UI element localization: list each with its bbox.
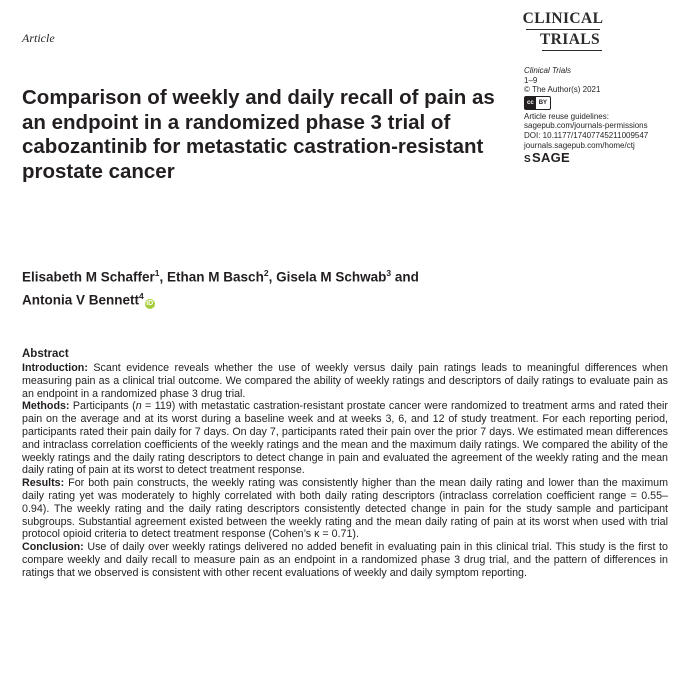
results-text: For both pain constructs, the weekly rating was consistently higher than the mean daily rating and lower than the maximum daily rating yet was moderately to highly correlated with both daily rating descriptors (intraclass correlation coefficient range = 0.55–0.94). The weekly rating and the daily rating descriptors consistently detected change in pain for the study sample and participant subgroups. Substantial agreement existed between the weekly rating and the mean daily rating of pain at its worst when used with trial protocol opioid criteria to detect treatment response (Cohen’s κ = 0.71). [22, 477, 668, 541]
article-metadata [524, 66, 684, 167]
methods-label: Methods: [22, 400, 70, 413]
conclusion-text: Use of daily over weekly ratings delivered no added benefit in evaluating pain in this clinical trial. This study is the first to compare weekly and daily recall to measure pain as an endpoint in a randomized phase 3 drug trial, and the pattern of differences in ratings that we observed is consistent with other recent evaluations of weekly and daily symptom reporting. [22, 541, 668, 579]
methods-text-start: Participants ( [72, 400, 136, 413]
journal-logo-rule-2 [542, 50, 602, 51]
introduction-text: Scant evidence reveals whether the use of weekly versus daily pain ratings leads to meaningful differences when measuring pain as a clinical trial outcome. We compared the ability of weekly ratings and descriptors of daily ratings to evaluate pain as an endpoint in a randomized phase 3 drug trial. [22, 362, 668, 400]
results-label: Results: [22, 477, 65, 490]
author-name: Ethan M Basch [167, 269, 264, 285]
abstract-results [22, 477, 668, 541]
author-name: Elisabeth M Schaffer [22, 269, 155, 285]
affiliation-marker: 1 [154, 268, 160, 278]
by-icon: BY [538, 99, 548, 106]
abstract-introduction [22, 362, 668, 400]
methods-text: = 119) with metastatic castration-resistant prostate cancer were randomized to treatment arms and rated their pain on the average and at its worst during a baseline week and at weeks 3, 6, and 12 of study treatment. For each reporting period, participants rated their pain daily for 7 days. On day 7, participants rated their pain over the prior 7 days. We estimated mean differences and intraclass correlation coefficients of the weekly ratings and the mean and the maximum daily ratings. We compared the ability of the weekly ratings and the daily rating descriptors to detect change in pain and evaluated the agreement of the weekly rating and the mean daily rating of pain at its worst to detect treatment response. [22, 400, 668, 477]
abstract-heading: Abstract [22, 348, 69, 360]
author-list [22, 264, 542, 309]
introduction-label: Introduction: [22, 362, 88, 374]
author-name: Gisela M Schwab [276, 269, 387, 285]
copyright: © The Author(s) 2021 [524, 85, 601, 95]
conclusion-label: Conclusion: [22, 541, 84, 554]
doi[interactable]: DOI: 10.1177/17407745211009547 [524, 130, 649, 140]
sage-sigil-icon: S [524, 154, 531, 166]
cc-icon: cc [525, 97, 536, 109]
article-title: Comparison of weekly and daily recall of pain as an endpoint in a randomized phase 3 trial of cabozantinib for metastatic castration-resistant prostate cancer [22, 86, 495, 183]
affiliation-marker: 2 [263, 268, 269, 278]
author-separator: and [391, 269, 419, 285]
methods-n-symbol: n [135, 400, 142, 413]
author-name: Antonia V Bennett [22, 292, 139, 307]
abstract-methods [22, 400, 668, 477]
journal-logo-line2: TRIALS [539, 31, 601, 48]
journal-logo-line1: CLINICAL [522, 10, 604, 27]
affiliation-marker: 3 [386, 268, 392, 278]
page-range: 1–9 [524, 75, 538, 85]
orcid-icon[interactable]: iD [146, 300, 154, 307]
abstract-conclusion [22, 541, 668, 579]
journal-logo [520, 10, 606, 51]
journal-name: Clinical Trials [524, 66, 571, 75]
article-type-label: Article [22, 31, 55, 45]
reuse-guidelines-label: Article reuse guidelines: [524, 111, 609, 121]
sage-logo [524, 151, 684, 167]
cc-by-license-icon[interactable] [524, 96, 551, 110]
affiliation-marker: 4 [139, 290, 144, 301]
journal-home-link[interactable]: journals.sagepub.com/home/ctj [524, 140, 635, 150]
author-separator: , [268, 269, 277, 285]
reuse-guidelines-link[interactable]: sagepub.com/journals-permissions [524, 121, 648, 131]
author-separator: , [159, 269, 168, 285]
sage-wordmark: SAGE [531, 150, 571, 166]
journal-logo-rule [526, 29, 600, 30]
abstract-section [22, 348, 668, 580]
